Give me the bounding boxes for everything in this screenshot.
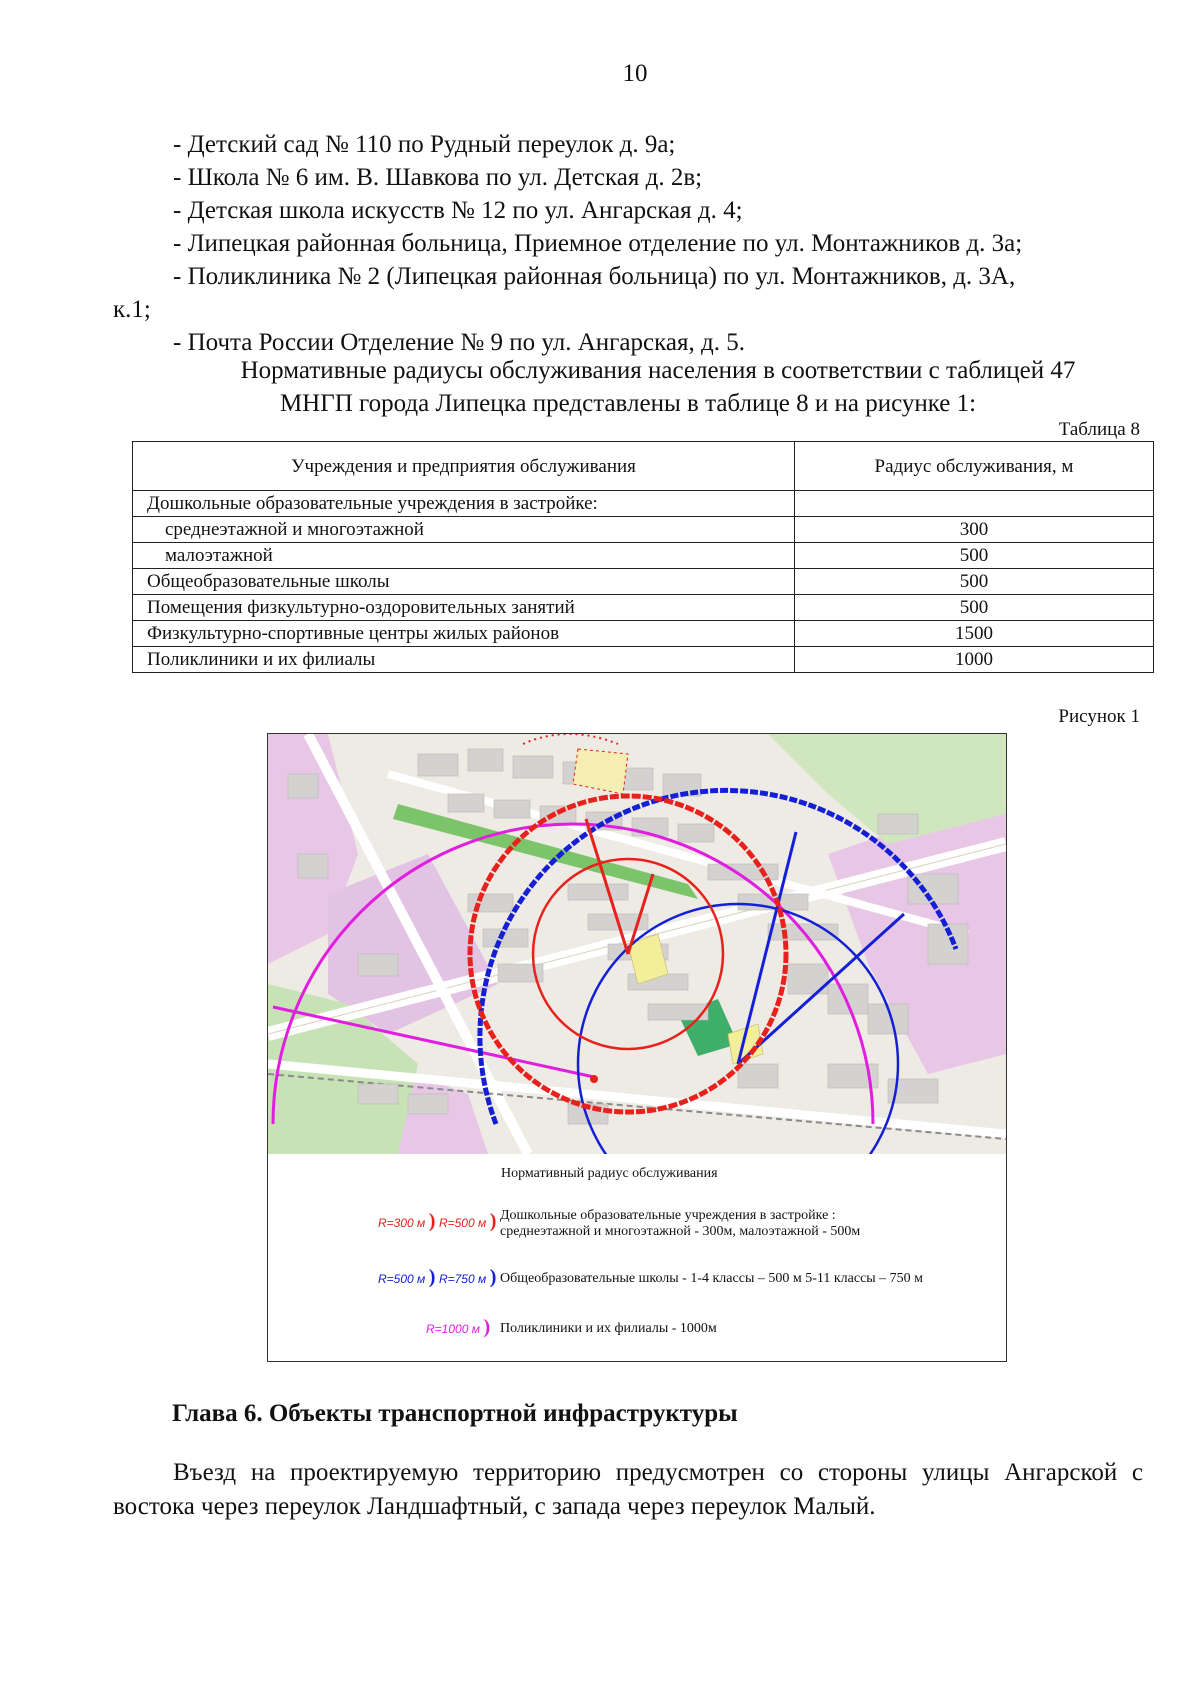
service-radius-map [268,734,1006,1154]
page-number: 10 [622,60,648,87]
table-cell-label: малоэтажной [133,543,795,569]
service-radius-figure [267,733,1007,1362]
chapter-heading: Глава 6. Объекты транспортной инфраструктуры [172,1400,738,1427]
bracket-icon: ) [428,1266,436,1288]
table-cell-value: 300 [795,517,1154,543]
legend-tag: R=500 м [378,1272,426,1286]
table-cell-label: Физкультурно-спортивные центры жилых районов [133,621,795,647]
legend-tag: R=500 м [438,1216,487,1230]
table-caption: Таблица 8 [1058,419,1140,440]
table-cell-value: 500 [795,595,1154,621]
table-row [133,621,1154,647]
legend-text-line: среднеэтажной и многоэтажной - 300м, малоэтажной - 500м [500,1224,861,1239]
table-row [133,569,1154,595]
table-header-row [133,442,1154,491]
intro-line: Нормативные радиусы обслуживания населения в соответствии с таблицей 47 [240,357,1076,384]
table-row [133,543,1154,569]
legend-swatch-polyclinic [426,1316,490,1339]
list-item: - Детский сад № 110 по Рудный переулок д. 9а; [173,131,676,158]
legend-tag: R=1000 м [426,1322,480,1336]
table-cell-value: 1000 [795,647,1154,673]
table-row [133,491,1154,517]
legend-text [500,1321,717,1337]
list-item: - Школа № 6 им. В. Шавкова по ул. Детская д. 2в; [173,164,703,191]
service-radius-table [132,441,1154,673]
bracket-icon: ) [428,1210,436,1232]
legend-tag: R=750 м [438,1272,487,1286]
intro-line: МНГП города Липецка представлены в таблице 8 и на рисунке 1: [279,390,977,417]
list-item: - Поликлиника № 2 (Липецкая районная больница) по ул. Монтажников, д. 3А, [173,263,1016,290]
facility-list [113,128,1143,359]
table-cell-label: Помещения физкультурно-оздоровительных занятий [133,595,795,621]
table-cell-label: Общеобразовательные школы [133,569,795,595]
intro-paragraph [113,354,1143,420]
polyclinic-marker-icon [590,1075,598,1083]
legend-text [500,1208,860,1240]
table-row [133,595,1154,621]
legend-swatch-kindergarten [378,1210,496,1233]
list-item: - Детская школа искусств № 12 по ул. Ангарская д. 4; [173,197,743,224]
list-item: - Почта России Отделение № 9 по ул. Ангарская, д. 5. [173,329,745,356]
table-cell-value: 500 [795,569,1154,595]
list-item: - Липецкая районная больница, Приемное отделение по ул. Монтажников д. 3а; [173,230,1023,257]
bracket-icon: ) [489,1266,497,1288]
table-cell-label: Поликлиники и их филиалы [133,647,795,673]
bracket-icon: ) [483,1316,491,1338]
legend-title: Нормативный радиус обслуживания [501,1166,718,1181]
legend-text-line: Поликлиники и их филиалы - 1000м [500,1321,717,1336]
legend-tag: R=300 м [378,1216,426,1230]
table-cell-label: Дошкольные образовательные учреждения в застройке: [133,491,795,517]
table-row [133,647,1154,673]
table-cell-value [795,491,1154,517]
list-item-continuation: к.1; [113,296,151,323]
legend-text [500,1271,923,1287]
body-paragraph: Въезд на проектируемую территорию предусмотрен со стороны улицы Ангарской с востока через переулок Ландшафтный, с запада через переулок Малый. [113,1459,1143,1520]
legend-text-line: Дошкольные образовательные учреждения в застройке : [500,1208,836,1223]
table-cell-label: среднеэтажной и многоэтажной [133,517,795,543]
table-row [133,517,1154,543]
legend-text-line: Общеобразовательные школы - 1-4 классы – 500 м 5-11 классы – 750 м [500,1271,924,1286]
bracket-icon: ) [489,1210,497,1232]
table-cell-value: 500 [795,543,1154,569]
table-cell-value: 1500 [795,621,1154,647]
figure-caption: Рисунок 1 [1058,706,1140,727]
legend-swatch-school [378,1266,496,1289]
column-header: Радиус обслуживания, м [795,442,1154,491]
column-header: Учреждения и предприятия обслуживания [133,442,795,491]
